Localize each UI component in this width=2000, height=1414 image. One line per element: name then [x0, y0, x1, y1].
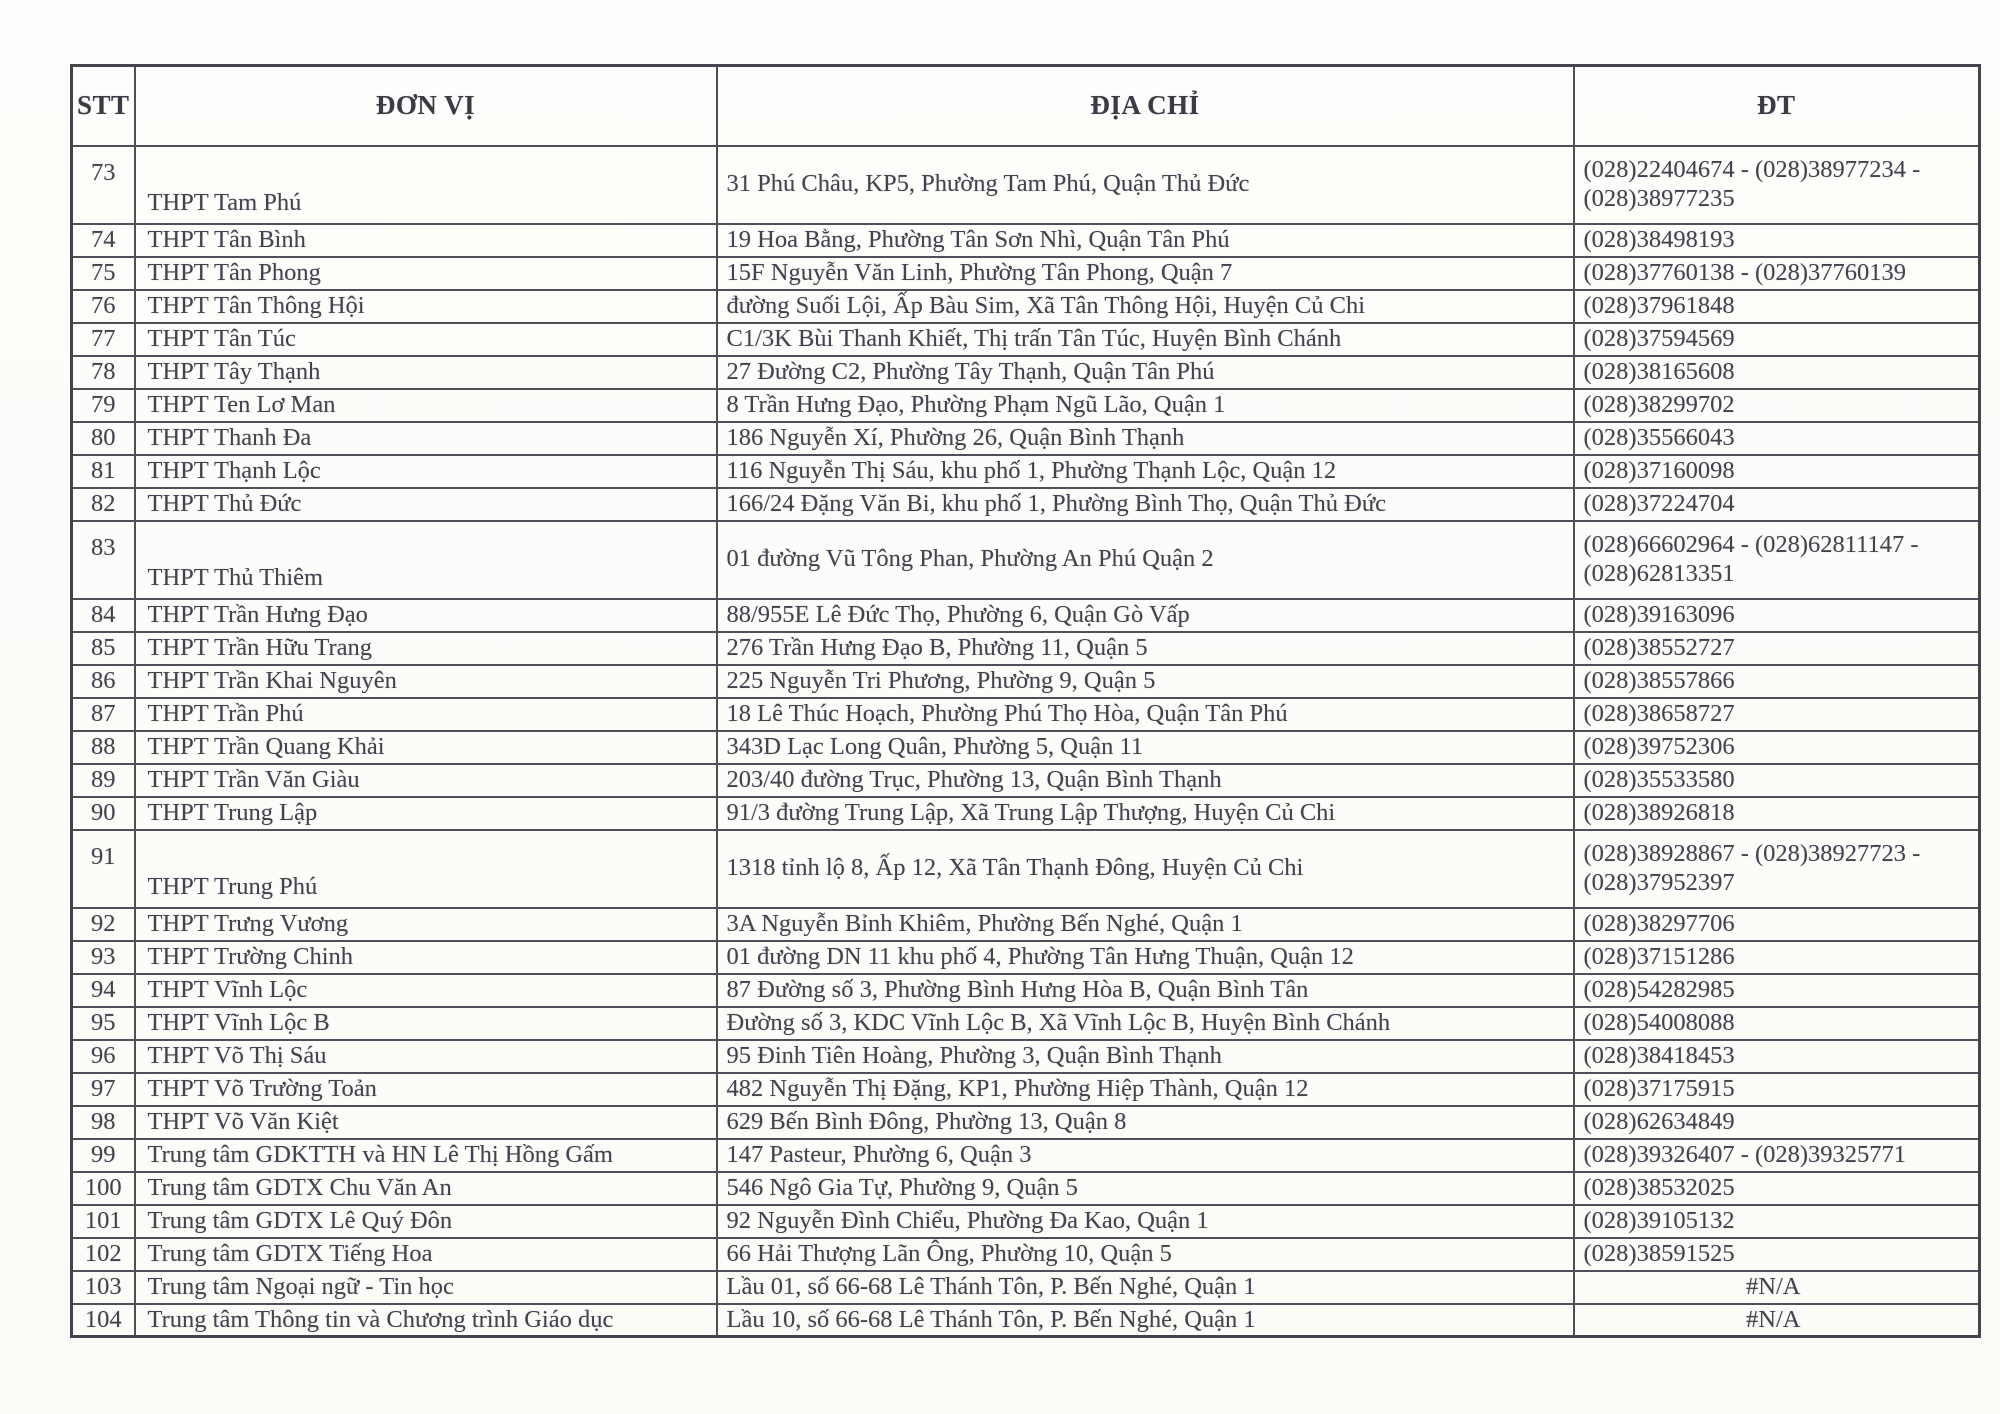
- phone-cell: (028)38165608: [1574, 356, 1980, 389]
- table-row: [72, 941, 1980, 974]
- stt-cell: 81: [72, 455, 135, 488]
- unit-cell: THPT Trần Hữu Trang: [135, 632, 717, 665]
- unit-cell: Trung tâm GDTX Chu Văn An: [135, 1172, 717, 1205]
- phone-cell: (028)62634849: [1574, 1106, 1980, 1139]
- stt-cell: 90: [72, 797, 135, 830]
- unit-cell: THPT Võ Thị Sáu: [135, 1040, 717, 1073]
- phone-cell: (028)38498193: [1574, 224, 1980, 257]
- table-row: [72, 290, 1980, 323]
- table-row: [72, 323, 1980, 356]
- stt-cell: 76: [72, 290, 135, 323]
- table-row: [72, 488, 1980, 521]
- table-row: [72, 1139, 1980, 1172]
- address-cell: 27 Đường C2, Phường Tây Thạnh, Quận Tân Phú: [717, 356, 1574, 389]
- address-cell: 88/955E Lê Đức Thọ, Phường 6, Quận Gò Vấp: [717, 599, 1574, 632]
- stt-cell: 98: [72, 1106, 135, 1139]
- unit-cell: THPT Trần Phú: [135, 698, 717, 731]
- stt-cell: 79: [72, 389, 135, 422]
- phone-cell: (028)39163096: [1574, 599, 1980, 632]
- stt-cell: 80: [72, 422, 135, 455]
- unit-cell: THPT Trung Phú: [135, 830, 717, 908]
- stt-cell: 88: [72, 731, 135, 764]
- phone-cell: (028)22404674 - (028)38977234 - (028)38977235: [1574, 146, 1980, 224]
- row-number: 91: [91, 843, 116, 871]
- phone-cell: #N/A: [1574, 1304, 1980, 1337]
- address-cell: 225 Nguyễn Tri Phương, Phường 9, Quận 5: [717, 665, 1574, 698]
- address-cell: 203/40 đường Trục, Phường 13, Quận Bình Thạnh: [717, 764, 1574, 797]
- table-header: [72, 66, 1980, 146]
- stt-cell: 102: [72, 1238, 135, 1271]
- phone-cell: (028)38299702: [1574, 389, 1980, 422]
- phone-cell: (028)37760138 - (028)37760139: [1574, 257, 1980, 290]
- table-row: [72, 422, 1980, 455]
- address-cell: 8 Trần Hưng Đạo, Phường Phạm Ngũ Lão, Quận 1: [717, 389, 1574, 422]
- header-phone: ĐT: [1574, 66, 1980, 146]
- phone-cell: (028)37160098: [1574, 455, 1980, 488]
- phone-cell: (028)37961848: [1574, 290, 1980, 323]
- unit-cell: Trung tâm GDTX Tiếng Hoa: [135, 1238, 717, 1271]
- address-cell: 482 Nguyễn Thị Đặng, KP1, Phường Hiệp Thành, Quận 12: [717, 1073, 1574, 1106]
- stt-cell: 99: [72, 1139, 135, 1172]
- phone-cell: (028)37151286: [1574, 941, 1980, 974]
- phone-cell: (028)37175915: [1574, 1073, 1980, 1106]
- address-cell: 186 Nguyễn Xí, Phường 26, Quận Bình Thạnh: [717, 422, 1574, 455]
- phone-cell: (028)38418453: [1574, 1040, 1980, 1073]
- table-row: [72, 1304, 1980, 1337]
- phone-cell: (028)39326407 - (028)39325771: [1574, 1139, 1980, 1172]
- address-cell: 87 Đường số 3, Phường Bình Hưng Hòa B, Quận Bình Tân: [717, 974, 1574, 1007]
- stt-cell: 84: [72, 599, 135, 632]
- unit-cell: THPT Vĩnh Lộc: [135, 974, 717, 1007]
- unit-cell: THPT Tam Phú: [135, 146, 717, 224]
- phone-cell: (028)54008088: [1574, 1007, 1980, 1040]
- phone-cell: (028)38532025: [1574, 1172, 1980, 1205]
- unit-cell: Trung tâm GDKTTH và HN Lê Thị Hồng Gấm: [135, 1139, 717, 1172]
- phone-cell: (028)38658727: [1574, 698, 1980, 731]
- table-row: [72, 1106, 1980, 1139]
- table-row: [72, 764, 1980, 797]
- unit-cell: Trung tâm Ngoại ngữ - Tin học: [135, 1271, 717, 1304]
- unit-cell: THPT Trần Khai Nguyên: [135, 665, 717, 698]
- address-cell: 166/24 Đặng Văn Bi, khu phố 1, Phường Bình Thọ, Quận Thủ Đức: [717, 488, 1574, 521]
- unit-cell: THPT Tân Túc: [135, 323, 717, 356]
- header-address: ĐỊA CHỈ: [717, 66, 1574, 146]
- unit-cell: THPT Trần Quang Khải: [135, 731, 717, 764]
- phone-cell: (028)54282985: [1574, 974, 1980, 1007]
- unit-cell: THPT Thủ Đức: [135, 488, 717, 521]
- unit-cell: THPT Vĩnh Lộc B: [135, 1007, 717, 1040]
- phone-cell: (028)38297706: [1574, 908, 1980, 941]
- phone-cell: (028)37224704: [1574, 488, 1980, 521]
- unit-cell: THPT Trần Hưng Đạo: [135, 599, 717, 632]
- stt-cell: [72, 146, 135, 224]
- table-row: [72, 974, 1980, 1007]
- unit-cell: THPT Tân Phong: [135, 257, 717, 290]
- address-cell: 95 Đinh Tiên Hoàng, Phường 3, Quận Bình Thạnh: [717, 1040, 1574, 1073]
- table-row: [72, 224, 1980, 257]
- table-row: [72, 356, 1980, 389]
- table-row: [72, 1040, 1980, 1073]
- header-stt: STT: [72, 66, 135, 146]
- phone-cell: (028)37594569: [1574, 323, 1980, 356]
- unit-cell: THPT Tân Bình: [135, 224, 717, 257]
- school-directory-table: [70, 64, 1981, 1338]
- stt-cell: 86: [72, 665, 135, 698]
- table-row: [72, 698, 1980, 731]
- address-cell: 91/3 đường Trung Lập, Xã Trung Lập Thượng, Huyện Củ Chi: [717, 797, 1574, 830]
- table-row: [72, 1073, 1980, 1106]
- stt-cell: [72, 830, 135, 908]
- address-cell: Lầu 01, số 66-68 Lê Thánh Tôn, P. Bến Nghé, Quận 1: [717, 1271, 1574, 1304]
- table-row: [72, 665, 1980, 698]
- unit-cell: Trung tâm GDTX Lê Quý Đôn: [135, 1205, 717, 1238]
- address-cell: 147 Pasteur, Phường 6, Quận 3: [717, 1139, 1574, 1172]
- address-cell: Lầu 10, số 66-68 Lê Thánh Tôn, P. Bến Nghé, Quận 1: [717, 1304, 1574, 1337]
- table-body: [72, 146, 1980, 1337]
- table-row: [72, 797, 1980, 830]
- stt-cell: 85: [72, 632, 135, 665]
- phone-cell: (028)38926818: [1574, 797, 1980, 830]
- table-row: [72, 257, 1980, 290]
- row-number: 73: [91, 159, 116, 187]
- address-cell: 116 Nguyễn Thị Sáu, khu phố 1, Phường Thạnh Lộc, Quận 12: [717, 455, 1574, 488]
- stt-cell: 101: [72, 1205, 135, 1238]
- stt-cell: 75: [72, 257, 135, 290]
- stt-cell: 87: [72, 698, 135, 731]
- header-unit: ĐƠN VỊ: [135, 66, 717, 146]
- unit-cell: THPT Thủ Thiêm: [135, 521, 717, 599]
- table-row: [72, 146, 1980, 224]
- stt-cell: 94: [72, 974, 135, 1007]
- stt-cell: 77: [72, 323, 135, 356]
- phone-cell: (028)38552727: [1574, 632, 1980, 665]
- table-row: [72, 632, 1980, 665]
- address-cell: Đường số 3, KDC Vĩnh Lộc B, Xã Vĩnh Lộc B, Huyện Bình Chánh: [717, 1007, 1574, 1040]
- phone-cell: (028)39752306: [1574, 731, 1980, 764]
- table-row: [72, 908, 1980, 941]
- address-cell: 19 Hoa Bằng, Phường Tân Sơn Nhì, Quận Tân Phú: [717, 224, 1574, 257]
- stt-cell: 95: [72, 1007, 135, 1040]
- unit-cell: THPT Trường Chinh: [135, 941, 717, 974]
- address-cell: 31 Phú Châu, KP5, Phường Tam Phú, Quận Thủ Đức: [717, 146, 1574, 224]
- stt-cell: 82: [72, 488, 135, 521]
- unit-cell: THPT Trung Lập: [135, 797, 717, 830]
- stt-cell: 92: [72, 908, 135, 941]
- address-cell: 15F Nguyễn Văn Linh, Phường Tân Phong, Quận 7: [717, 257, 1574, 290]
- stt-cell: 78: [72, 356, 135, 389]
- table-row: [72, 731, 1980, 764]
- unit-cell: THPT Trưng Vương: [135, 908, 717, 941]
- address-cell: C1/3K Bùi Thanh Khiết, Thị trấn Tân Túc, Huyện Bình Chánh: [717, 323, 1574, 356]
- address-cell: 276 Trần Hưng Đạo B, Phường 11, Quận 5: [717, 632, 1574, 665]
- table-row: [72, 599, 1980, 632]
- table-row: [72, 455, 1980, 488]
- table-row: [72, 389, 1980, 422]
- stt-cell: 96: [72, 1040, 135, 1073]
- phone-cell: (028)38928867 - (028)38927723 - (028)37952397: [1574, 830, 1980, 908]
- phone-cell: (028)35533580: [1574, 764, 1980, 797]
- unit-cell: Trung tâm Thông tin và Chương trình Giáo dục: [135, 1304, 717, 1337]
- unit-cell: THPT Tân Thông Hội: [135, 290, 717, 323]
- unit-cell: THPT Ten Lơ Man: [135, 389, 717, 422]
- address-cell: 343D Lạc Long Quân, Phường 5, Quận 11: [717, 731, 1574, 764]
- stt-cell: 103: [72, 1271, 135, 1304]
- table-row: [72, 1238, 1980, 1271]
- phone-cell: #N/A: [1574, 1271, 1980, 1304]
- phone-cell: (028)35566043: [1574, 422, 1980, 455]
- unit-cell: THPT Thạnh Lộc: [135, 455, 717, 488]
- unit-cell: THPT Tây Thạnh: [135, 356, 717, 389]
- address-cell: đường Suối Lội, Ấp Bàu Sim, Xã Tân Thông Hội, Huyện Củ Chi: [717, 290, 1574, 323]
- stt-cell: 97: [72, 1073, 135, 1106]
- address-cell: 92 Nguyễn Đình Chiểu, Phường Đa Kao, Quận 1: [717, 1205, 1574, 1238]
- stt-cell: 93: [72, 941, 135, 974]
- address-cell: 01 đường Vũ Tông Phan, Phường An Phú Quận 2: [717, 521, 1574, 599]
- address-cell: 629 Bến Bình Đông, Phường 13, Quận 8: [717, 1106, 1574, 1139]
- phone-cell: (028)66602964 - (028)62811147 - (028)62813351: [1574, 521, 1980, 599]
- stt-cell: 100: [72, 1172, 135, 1205]
- header-row: [72, 66, 1980, 146]
- table-row: [72, 521, 1980, 599]
- stt-cell: 104: [72, 1304, 135, 1337]
- stt-cell: [72, 521, 135, 599]
- phone-cell: (028)38557866: [1574, 665, 1980, 698]
- table-row: [72, 830, 1980, 908]
- unit-cell: THPT Võ Trường Toản: [135, 1073, 717, 1106]
- table-row: [72, 1271, 1980, 1304]
- table-row: [72, 1007, 1980, 1040]
- unit-cell: THPT Thanh Đa: [135, 422, 717, 455]
- unit-cell: THPT Võ Văn Kiệt: [135, 1106, 717, 1139]
- address-cell: 18 Lê Thúc Hoạch, Phường Phú Thọ Hòa, Quận Tân Phú: [717, 698, 1574, 731]
- address-cell: 3A Nguyễn Bỉnh Khiêm, Phường Bến Nghé, Quận 1: [717, 908, 1574, 941]
- unit-cell: THPT Trần Văn Giàu: [135, 764, 717, 797]
- stt-cell: 74: [72, 224, 135, 257]
- address-cell: 66 Hải Thượng Lãn Ông, Phường 10, Quận 5: [717, 1238, 1574, 1271]
- row-number: 83: [91, 534, 116, 562]
- phone-cell: (028)39105132: [1574, 1205, 1980, 1238]
- table-row: [72, 1172, 1980, 1205]
- address-cell: 546 Ngô Gia Tự, Phường 9, Quận 5: [717, 1172, 1574, 1205]
- stt-cell: 89: [72, 764, 135, 797]
- phone-cell: (028)38591525: [1574, 1238, 1980, 1271]
- address-cell: 1318 tỉnh lộ 8, Ấp 12, Xã Tân Thạnh Đông, Huyện Củ Chi: [717, 830, 1574, 908]
- table-row: [72, 1205, 1980, 1238]
- address-cell: 01 đường DN 11 khu phố 4, Phường Tân Hưng Thuận, Quận 12: [717, 941, 1574, 974]
